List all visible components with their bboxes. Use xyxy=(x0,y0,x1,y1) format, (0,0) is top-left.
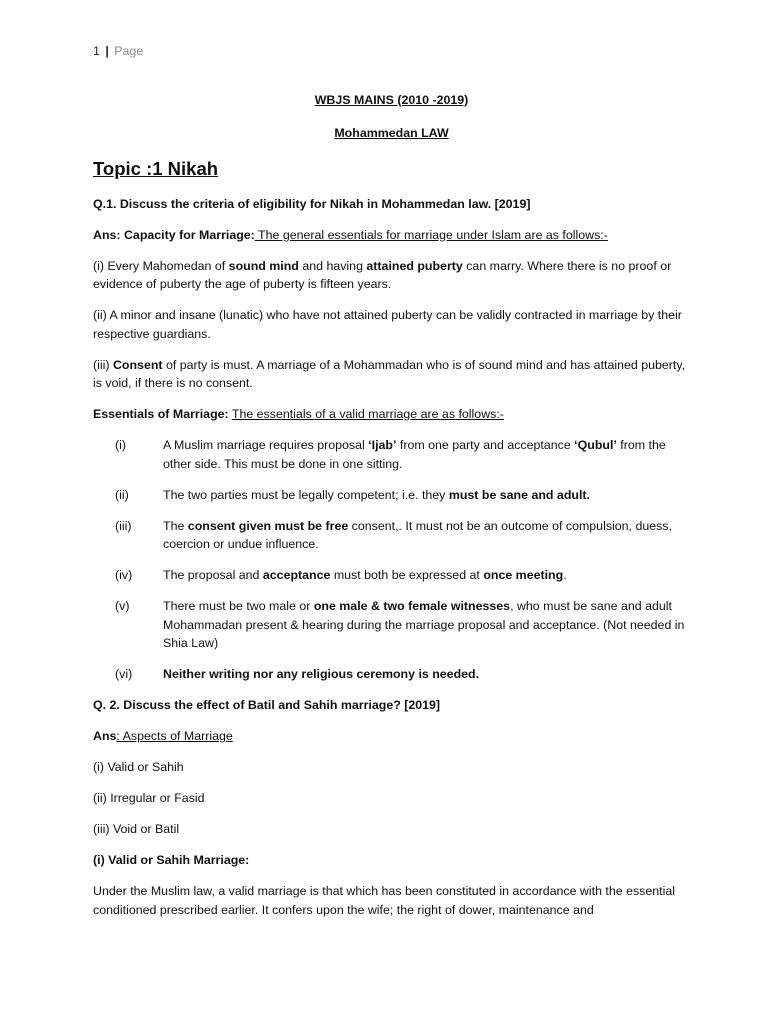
text-run: A Muslim marriage requires proposal xyxy=(163,438,369,452)
list-item-number: (iv) xyxy=(115,568,133,582)
paragraph-1 xyxy=(93,257,690,294)
sub-heading: (i) Valid or Sahih Marriage: xyxy=(93,853,250,867)
list-item-number: (ii) xyxy=(115,487,129,502)
bold-run: ‘Qubul’ xyxy=(574,438,617,452)
text-run: There must be two male or xyxy=(163,599,314,613)
text-run: can marry. Where there is no proof or evidence of puberty the age of puberty is fifteen years. xyxy=(93,258,672,291)
paragraph-2: (ii) A minor and insane (lunatic) who have not attained puberty can be validly contracted in marriage by their respective guardians. xyxy=(93,308,682,341)
bold-run: once meeting xyxy=(483,568,564,582)
list-item-text xyxy=(163,566,690,585)
list-item-number: (vi) xyxy=(115,667,133,681)
aspect-item: (iii) Void or Batil xyxy=(93,822,180,836)
essentials-intro xyxy=(93,405,690,424)
text-run: and having xyxy=(298,258,367,273)
list-item xyxy=(93,597,690,653)
document-subject: Mohammedan LAW xyxy=(334,126,449,140)
text-run: (iii) xyxy=(93,357,113,372)
text-run: of party is must. A marriage of a Mohammadan who is of sound mind and has attained puberty, is void, if there is no consent. xyxy=(93,357,686,390)
list-item xyxy=(93,517,690,554)
list-item xyxy=(93,665,690,684)
bold-run: attained puberty xyxy=(366,258,463,273)
text-run: The proposal and xyxy=(163,568,263,582)
text-run: consent,. It must not be an outcome of compulsion, duess, coercion or undue influence. xyxy=(163,518,672,551)
bold-run: sound mind xyxy=(228,258,299,273)
answer-1-text: The general essentials for marriage under Islam are as follows:- xyxy=(254,227,608,242)
page-number: 1 xyxy=(93,44,100,58)
page-header xyxy=(93,42,690,61)
list-item-number: (i) xyxy=(115,438,127,452)
bold-run: must be sane and adult xyxy=(448,487,587,502)
list-item xyxy=(93,436,690,473)
list-item xyxy=(93,566,690,585)
list-item-number: (iii) xyxy=(115,518,132,533)
question-1: Q.1. Discuss the criteria of eligibility for Nikah in Mohammedan law. [2019] xyxy=(93,196,531,211)
question-2: Q. 2. Discuss the effect of Batil and Sahih marriage? [2019] xyxy=(93,698,441,712)
bold-run: ‘Ijab’ xyxy=(368,438,397,452)
bold-run: . xyxy=(586,487,590,502)
bold-run: consent given must be free xyxy=(187,518,349,533)
bold-run: acceptance xyxy=(262,568,331,582)
bold-run: Consent xyxy=(112,357,163,372)
topic-heading: Topic :1 Nikah xyxy=(93,157,219,179)
text-run: The xyxy=(163,518,188,533)
essentials-text: The essentials of a valid marriage are as follows:- xyxy=(231,407,504,421)
bold-run: Neither writing nor any religious ceremony is needed xyxy=(163,667,476,681)
text-run: from the other side. This must be done in one sitting. xyxy=(163,438,666,471)
paragraph-3 xyxy=(93,356,690,393)
answer-2-text: : Aspects of Marriage xyxy=(116,729,233,743)
list-item-text xyxy=(163,665,690,684)
text-run: must both be expressed at xyxy=(330,568,484,582)
text-run: , who must be sane and adult Mohammadan present & hearing during the marriage proposal and acceptance. (Not needed in Shia Law) xyxy=(163,599,685,650)
answer-1-label: Ans: Capacity for Marriage: xyxy=(93,227,255,242)
bold-run: . xyxy=(475,667,480,681)
answer-2-label: Ans xyxy=(93,729,117,743)
text-run: The two parties must be legally competent; i.e. they xyxy=(163,487,449,502)
list-item-text xyxy=(163,597,690,653)
list-item-text xyxy=(163,486,690,505)
list-item xyxy=(93,486,690,505)
document-title: WBJS MAINS (2010 -2019) xyxy=(314,92,469,107)
page-label: Page xyxy=(114,44,144,58)
answer-2-intro xyxy=(93,727,690,746)
aspect-item: (ii) Irregular or Fasid xyxy=(93,791,205,805)
list-item-text xyxy=(163,517,690,554)
list-item-number: (v) xyxy=(115,599,130,613)
aspect-item: (i) Valid or Sahih xyxy=(93,760,184,774)
text-run: from one party and acceptance xyxy=(396,438,575,452)
answer-1-intro xyxy=(93,226,690,245)
bold-run: one male & two female witnesses xyxy=(313,599,511,613)
page-separator: | xyxy=(105,44,109,58)
list-item-text xyxy=(163,436,690,473)
text-run: . xyxy=(563,568,567,582)
text-run: (i) Every Mahomedan of xyxy=(93,258,229,273)
essentials-label: Essentials of Marriage: xyxy=(93,407,229,421)
essentials-list xyxy=(93,436,690,684)
paragraph-valid-marriage: Under the Muslim law, a valid marriage is that which has been constituted in accordance with the essential conditioned prescribed earlier. It confers upon the wife; the right of dower, maintenance and xyxy=(93,884,675,917)
